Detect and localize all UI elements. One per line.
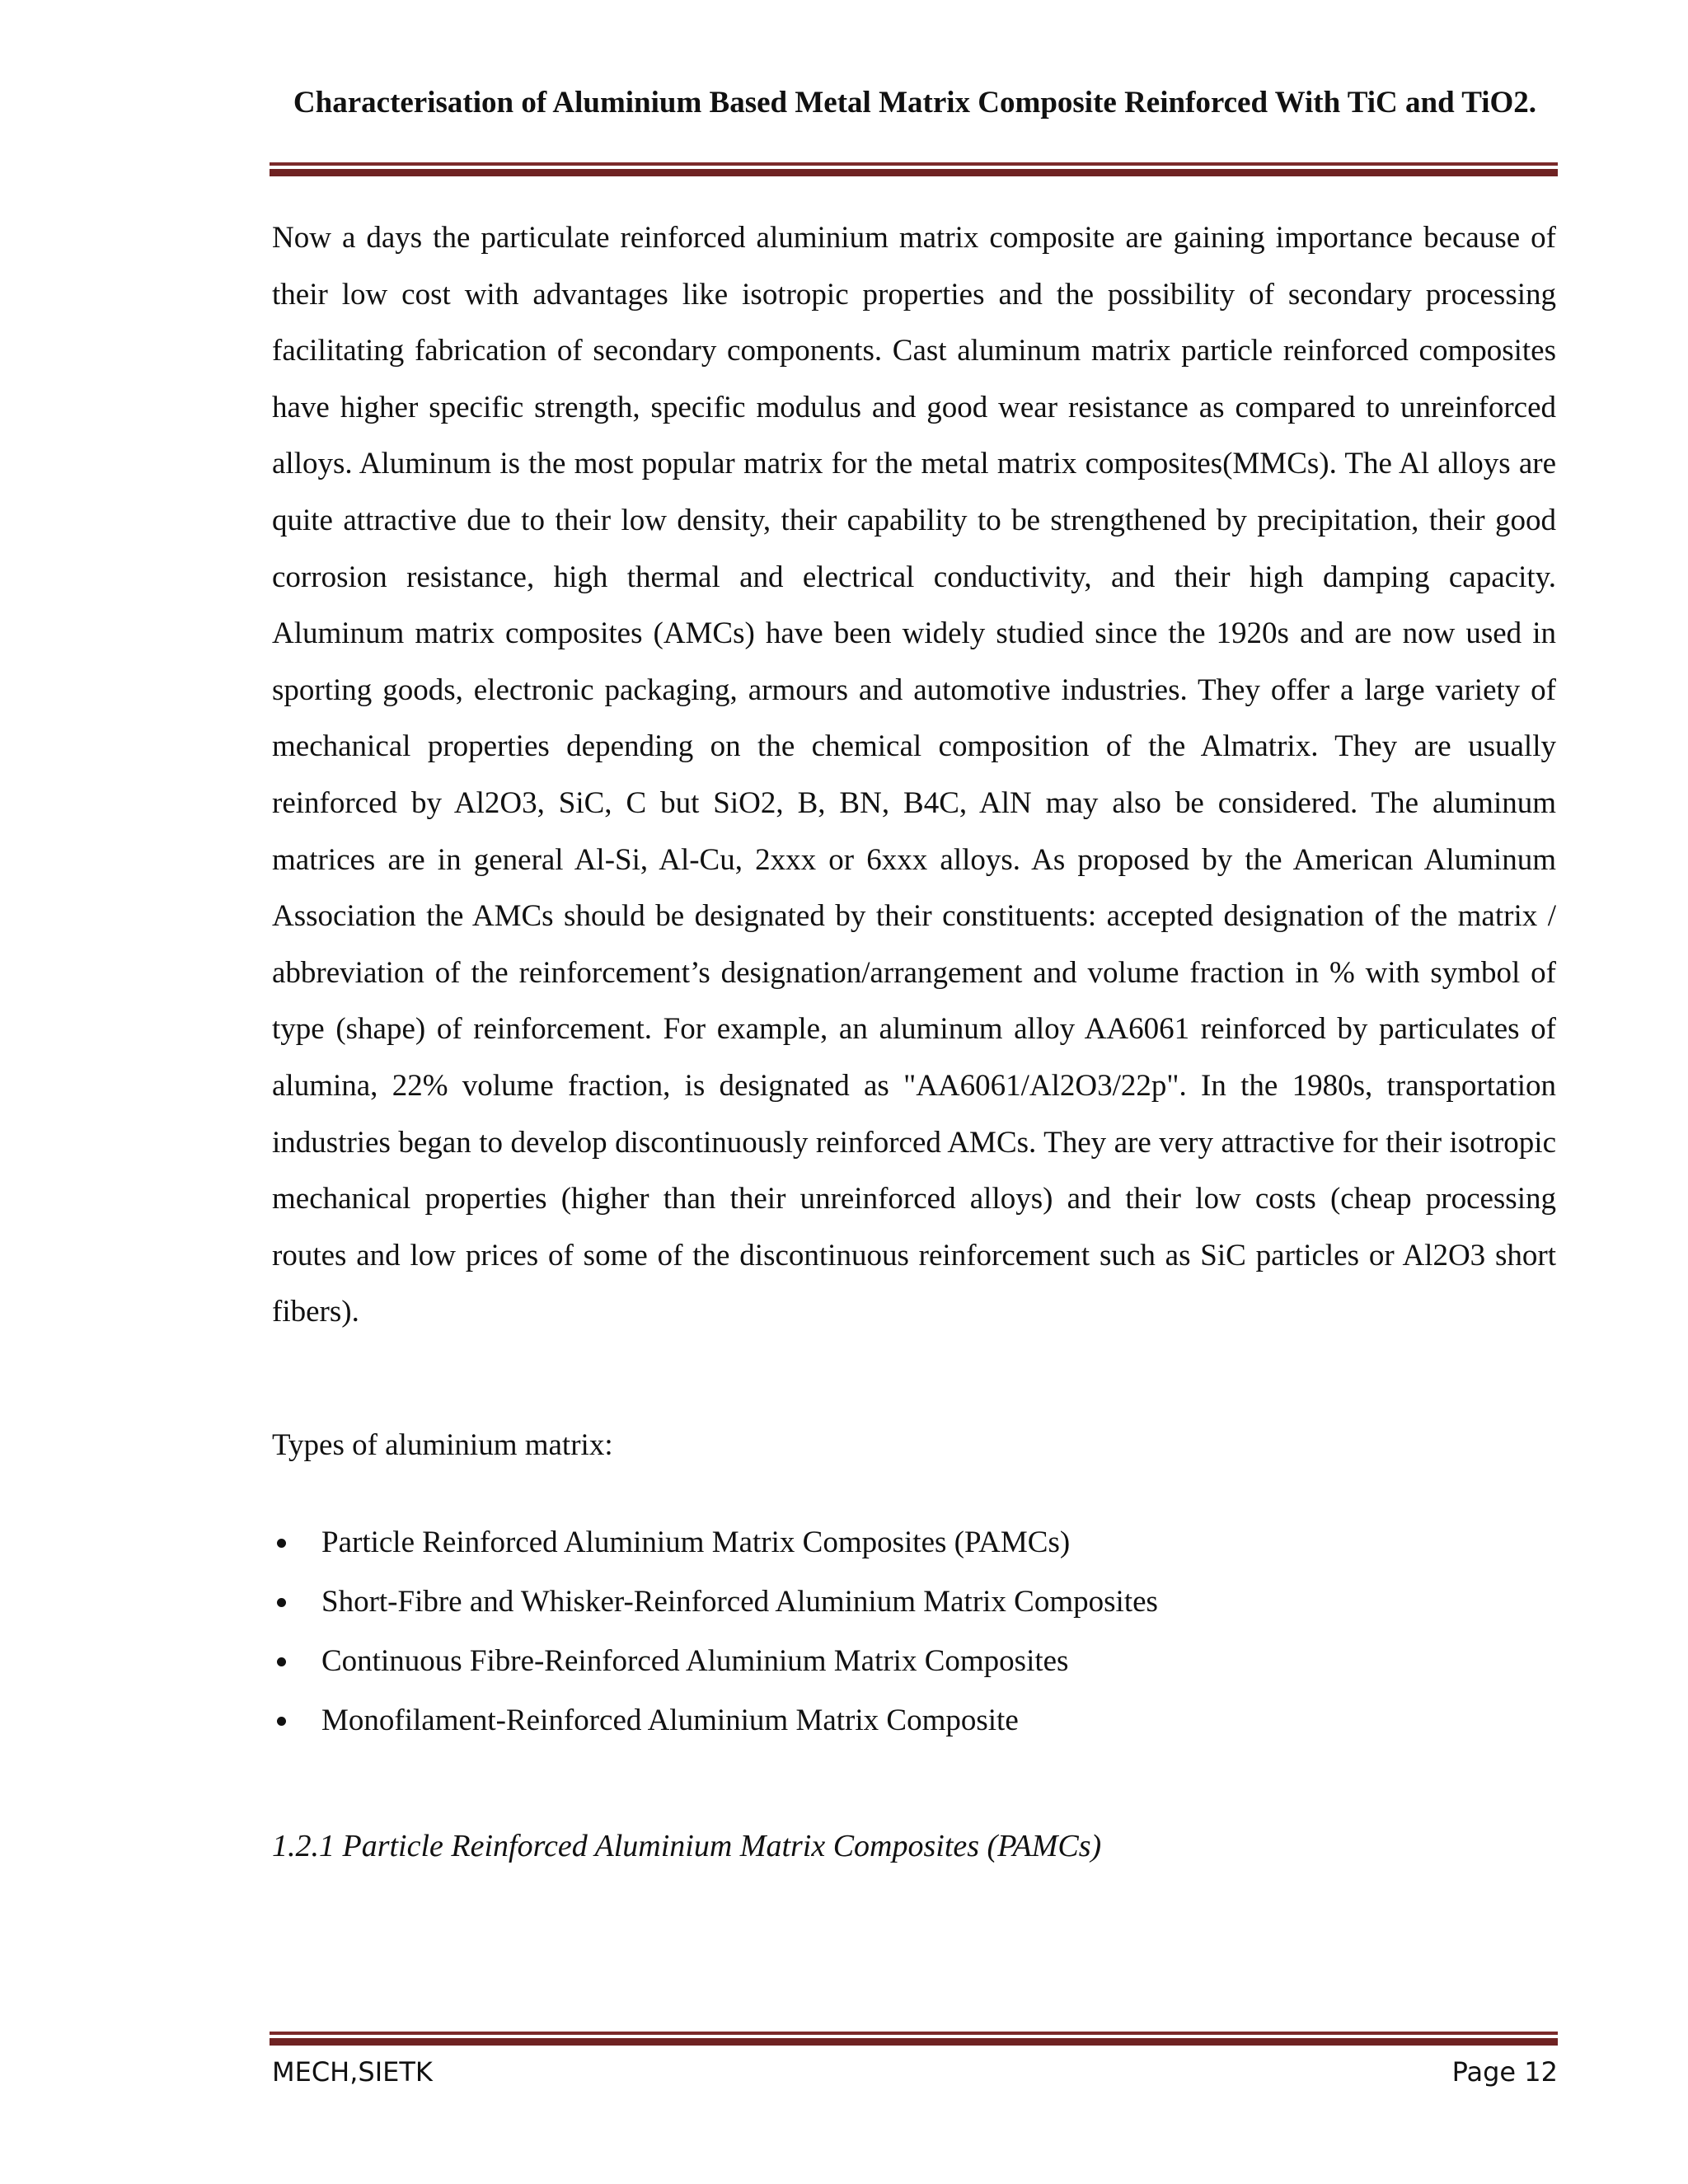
bullet-icon — [277, 1717, 286, 1726]
list-item-text: Particle Reinforced Aluminium Matrix Composites (PAMCs) — [321, 1526, 1071, 1559]
types-label: Types of aluminium matrix: — [272, 1428, 613, 1462]
header-divider — [270, 162, 1558, 176]
section-heading: 1.2.1 Particle Reinforced Aluminium Matrix Composites (PAMCs) — [272, 1829, 1102, 1863]
page-header-title: Characterisation of Aluminium Based Metal Matrix Composite Reinforced With TiC and TiO2. — [293, 86, 1537, 120]
bullet-icon — [277, 1539, 286, 1548]
footer-department: MECH,SIETK — [272, 2056, 433, 2088]
footer-divider — [270, 2032, 1558, 2046]
body-paragraph: Now a days the particulate reinforced aluminium matrix composite are gaining importance because of their low cost with advantages like isotropic properties and the possibility of secondary processing facilitating fabrication of secondary components. Cast aluminum matrix particle reinforced composites have higher specific strength, specific modulus and good wear resistance as compared to unreinforced alloys. Aluminum is the most popular matrix for the metal matrix composites(MMCs). The Al alloys are quite attractive due to their low density, their capability to be strengthened by precipitation, their good corrosion resistance, high thermal and electrical conductivity, and their high damping capacity. Aluminum matrix composites (AMCs) have been widely studied since the 1920s and are now used in sporting goods, electronic packaging, armours and automotive industries. They offer a large variety of mechanical properties depending on the chemical composition of the Almatrix. They are usually reinforced by Al2O3, SiC, C but SiO2, B, BN, B4C, AlN may also be considered. The aluminum matrices are in general Al-Si, Al-Cu, 2xxx or 6xxx alloys. As proposed by the American Aluminum Association the AMCs should be designated by their constituents: accepted designation of the matrix / abbreviation of the reinforcement’s designation/arrangement and volume fraction in % with symbol of type (shape) of reinforcement. For example, an aluminum alloy AA6061 reinforced by particulates of alumina, 22% volume fraction, is designated as "AA6061/Al2O3/22p". In the 1980s, transportation industries began to develop discontinuously reinforced AMCs. They are very attractive for their isotropic mechanical properties (higher than their unreinforced alloys) and their low costs (cheap processing routes and low prices of some of the discontinuous reinforcement such as SiC particles or Al2O3 short fibers). — [272, 221, 1556, 1329]
list-item — [272, 1572, 1158, 1632]
list-item-text: Monofilament-Reinforced Aluminium Matrix Composite — [321, 1704, 1019, 1737]
list-item — [272, 1513, 1158, 1572]
bullet-icon — [277, 1598, 286, 1607]
types-list — [272, 1513, 1158, 1750]
list-item-text: Continuous Fibre-Reinforced Aluminium Matrix Composites — [321, 1644, 1069, 1678]
list-item-text: Short-Fibre and Whisker-Reinforced Aluminium Matrix Composites — [321, 1585, 1158, 1619]
list-item — [272, 1691, 1158, 1750]
footer-page-number: Page 12 — [1451, 2056, 1558, 2088]
list-item — [272, 1632, 1158, 1691]
bullet-icon — [277, 1657, 286, 1666]
